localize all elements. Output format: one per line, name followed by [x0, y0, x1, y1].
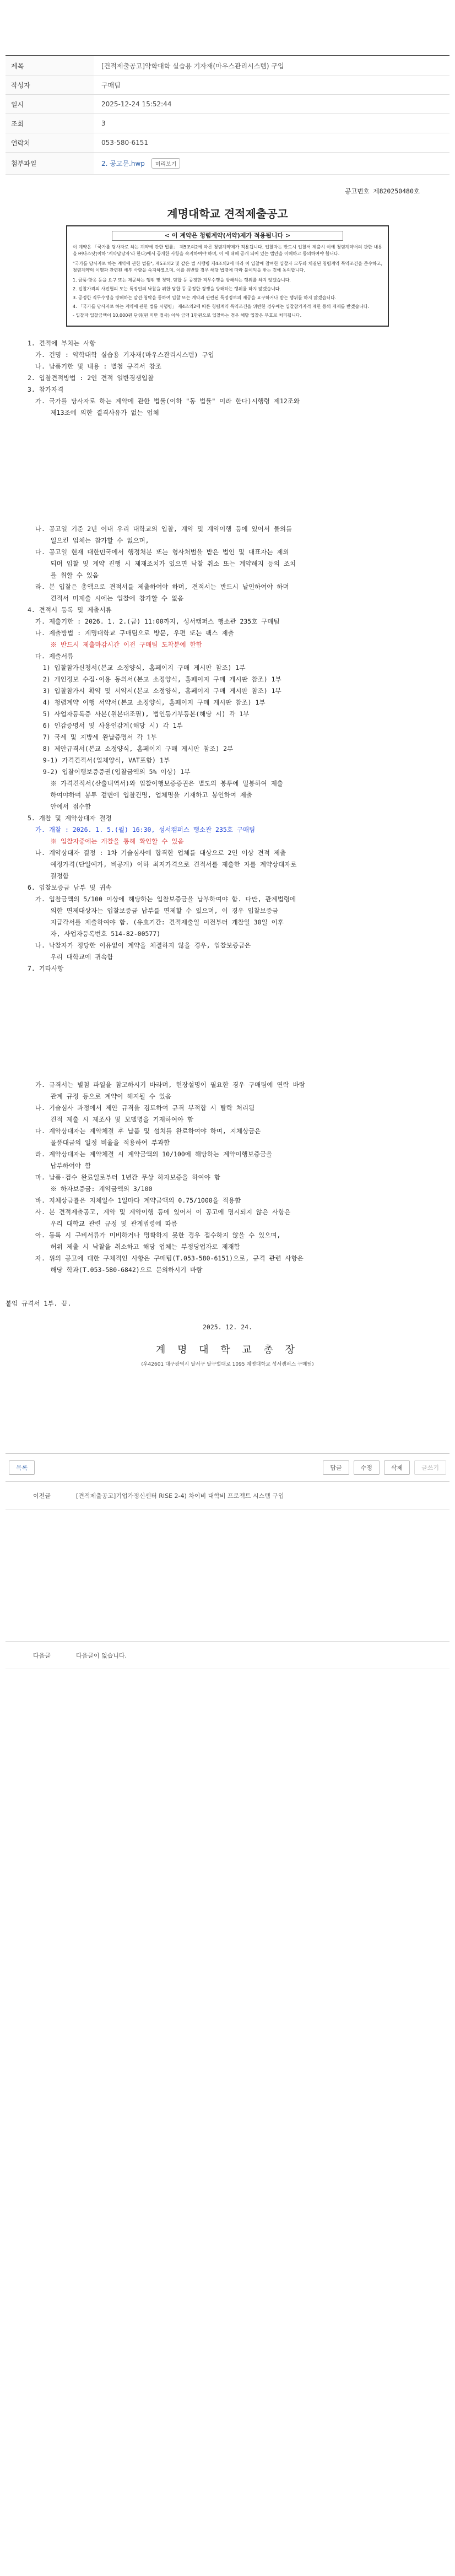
blank-space [6, 1509, 449, 1642]
meta-row-attachment [6, 153, 449, 175]
action-button-group [323, 1460, 446, 1475]
post-action-bar [6, 1453, 449, 1482]
doc-line: 1) 입찰참가신청서(본교 소정양식, 홈페이지 구매 게시판 참조) 1부 [28, 664, 246, 672]
doc-line: 7) 국세 및 지방세 완납증명서 각 1부 [28, 733, 157, 741]
doc-line: 예정가격(단일예가, 비공개) 이하 최저가격으로 견적서를 제출한 자를 계약상대자로 [28, 861, 297, 868]
doc-line: 2) 개인정보 수집·이용 동의서(본교 소정양식, 홈페이지 구매 게시판 참조) 1부 [28, 675, 281, 683]
next-post-row [6, 1642, 449, 1669]
doc-line: ※ 반드시 제출마감시간 이전 구매팀 도착분에 한함 [28, 641, 202, 648]
section-7b [6, 1079, 449, 1309]
doc-line: ※ 가격견적서(산출내역서)와 입찰이행보증증권은 별도의 봉투에 밀봉하여 제출 [28, 780, 283, 787]
integrity-notice-box [66, 225, 389, 327]
meta-label: 연락처 [6, 133, 94, 152]
doc-line: 의한 면제대상자는 입찰보증금 납부를 면제할 수 있으며, 이 경우 입찰보증금 [28, 907, 279, 914]
doc-line-highlight: 가. 개찰 : 2026. 1. 5.(월) 16:30, 성서캠퍼스 행소관 235호 구매팀 [28, 826, 256, 834]
document-title: 계명대학교 견적제출공고 [167, 207, 288, 220]
doc-line: 4) 청렴계약 이행 서약서(본교 소정양식, 홈페이지 구매 게시판 참조) 1부 [28, 699, 266, 706]
preview-button[interactable]: 미리보기 [151, 158, 181, 169]
integrity-notice-paragraph: 이 계약은 「국가를 당사자로 하는 계약에 관한 법률」 제5조의2에 따른 청렴계약제가 적용됩니다. 입찰자는 반드시 입찰서 제출시 이에 청렴계약서의 관한 내용을 ㈜나스닷(이하 '계약담당자'라 한다)에서 공개한 사항을 숙지하여야 하며, 이 에 대해 공개 되어 있는 법안을 이해하고 동의하여야 합니다. [73, 245, 382, 256]
meta-label: 일시 [6, 95, 94, 113]
doc-line: 6. 입찰보증금 납부 및 귀속 [28, 884, 112, 891]
doc-line: 일으킨 업체는 참가할 수 없으며, [28, 537, 149, 544]
doc-line: 다. 계약상대자는 계약체결 후 납품 및 설치를 완료하여야 하며, 지체상금은 [28, 1127, 261, 1135]
doc-line: 다. 공고일 현재 대한민국에서 행정처분 또는 형사처벌을 받은 법인 및 대표자는 제외 [28, 548, 289, 556]
meta-row-contact [6, 133, 449, 153]
post-date: 2025-12-24 15:52:44 [101, 100, 172, 108]
next-post-label: 다음글 [33, 1652, 51, 1659]
doc-line: 허위 제출 시 낙찰을 취소하고 해당 업체는 부정당업자로 제재함 [28, 1243, 240, 1251]
doc-line: 자, 사업자등록번호 514-82-00577) [28, 930, 161, 938]
integrity-notice-paragraph: "국가를 당사자로 하는 계약에 관한 법률", 제5조의2 및 같은 법 시행령 제4조의2에 따라 이 입찰에 참여한 입찰자 모두와 체결된 청렴계약 특약조건을 준수하고, 청렴계약의 이행과 관련된 세부 사항을 숙지하였으며, 이를 위반할 경우 해당 법령에 따라 불이익을 받는 것에 동의합니다. [73, 261, 382, 273]
doc-line: 가. 규격서는 별첨 파일을 참고하시기 바라며, 현장설명이 필요한 경우 구매팀에 연락 바람 [28, 1081, 305, 1089]
doc-line: 물품대금의 일정 비율을 적용하여 부과함 [28, 1139, 170, 1146]
meta-row-date [6, 95, 449, 114]
doc-line: 가. 입찰금액의 5/100 이상에 해당하는 입찰보증금을 납부하여야 함. 다만, 관계법령에 [28, 895, 296, 903]
prev-post-link[interactable]: [견적제출공고]기업가정신센터 RISE 2-4) 차이비 대학비 프로젝트 시스템 구입 [76, 1492, 284, 1500]
attachment-file-link[interactable]: 2. 공고문.hwp [101, 160, 145, 167]
doc-line: 9-1) 가격견적서(업체양식, VAT포함) 1부 [28, 756, 170, 764]
answer-button[interactable]: 답글 [323, 1460, 349, 1475]
meta-row-views [6, 114, 449, 133]
doc-line: ※ 하자보증금: 계약금액의 3/100 [28, 1185, 153, 1193]
doc-line: 6) 인감증명서 및 사용인감계(해당 시) 각 1부 [28, 722, 183, 729]
meta-label: 작성자 [6, 75, 94, 94]
doc-line: 5) 사업자등록증 사본(원본대조필), 법인등기부등본(해당 시) 각 1부 [28, 710, 250, 718]
doc-line: ※ 입찰자중에는 개찰을 통해 확인할 수 있음 [28, 837, 184, 845]
meta-label: 첨부파일 [6, 153, 94, 174]
blank-space [6, 419, 449, 523]
edit-button[interactable]: 수정 [354, 1460, 380, 1475]
signature-name: 계 명 대 학 교 총 장 [155, 1344, 300, 1356]
meta-label: 조회 [6, 114, 94, 133]
meta-label: 제목 [6, 56, 94, 75]
doc-line: 하여야하며 봉투 겉면에 입찰건명, 업체명을 기재하고 봉인하여 제출 [28, 791, 252, 799]
post-title: [건적제출공고]약학대학 실습용 기자재(마우스관리시스템) 구입 [101, 62, 284, 70]
doc-line: 2. 입찰견적방법 : 2인 견적 일반경쟁입찰 [28, 374, 154, 382]
integrity-notice-item: 3. 공정한 직무수행을 방해하는 알선·청탁을 통하여 입찰 또는 계약과 관련된 특정정보의 제공을 요구하거나 받는 행위를 하지 않겠습니다. [73, 295, 337, 300]
doc-line: 견적 제출 시 제조사 및 모델명을 기재하여야 함 [28, 1116, 194, 1123]
doc-line: 되며 입찰 및 계약 진행 시 제재조치가 있으면 낙찰 취소 또는 계약해지 등의 조치 [28, 560, 296, 567]
notice-date: 2025. 12. 24. [202, 1323, 252, 1331]
doc-line: 8) 제안규격서(본교 소정양식, 홈페이지 구매 게시판 참조) 2부 [28, 745, 234, 753]
doc-line: 나. 납품기한 및 내용 : 별첨 규격서 참조 [28, 362, 161, 370]
integrity-notice-item: 1. 금품·향응 등을 요구 또는 제공하는 행위 및 청탁, 담합 등 공정한 직무수행을 방해하는 행위를 하지 않겠습니다. [73, 278, 291, 283]
integrity-notice-item: 4. 「국가를 당사자로 하는 계약에 관한 법률 시행령」 제4조의2에 따른 청렴계약 특약조건을 위반한 경우에는 입찰참가자격 제한 등의 제재를 받겠습니다. [73, 304, 370, 309]
integrity-notice-heading: < 이 계약은 청렴계약(서약)제가 적용됩니다 > [112, 231, 343, 241]
doc-line: 1. 견적에 부치는 사항 [28, 339, 96, 347]
integrity-notice-item: - 입찰자 입찰금액이 10,000원 단위(원 미만 절사) 이하 금액 1만원으로 입찰하는 경우 해당 입찰은 무효로 처리됩니다. [73, 313, 302, 318]
prev-post-label: 이전글 [33, 1492, 51, 1500]
doc-line: 나. 계약상대자 결정 : 1차 기술심사에 합격한 업체를 대상으로 2인 이상 견적 제출 [28, 849, 286, 857]
doc-line: 가. 국가를 당사자로 하는 계약에 관한 법률(이하 "동 법률" 이라 한다)시행령 제12조와 [28, 397, 300, 405]
doc-line: 지급각서를 제출하여야 함. (유효기간: 견적제출일 이전부터 개찰일 30일 이후 [28, 918, 284, 926]
attachment-area [94, 158, 449, 169]
next-post-value: 다음글이 없습니다. [76, 1652, 127, 1659]
section-3b [6, 523, 449, 975]
doc-line: 바. 지체상금률은 지체일수 1일마다 계약금액의 0.75/1000을 적용함 [28, 1197, 241, 1204]
doc-line: 4. 견적서 등록 및 제출서류 [28, 606, 112, 614]
signature-address: (우42601 대구광역시 달서구 달구벌대로 1095 계명대학교 성서캠퍼스 구매팀) [141, 1362, 314, 1367]
doc-line: 나. 제출방법 : 계명대학교 구매팀으로 방문, 우편 또는 팩스 제출 [28, 629, 234, 637]
attachment-note: 붙임 규격서 1부. 끝. [6, 1300, 72, 1307]
delete-button[interactable]: 삭제 [384, 1460, 410, 1475]
meta-row-author [6, 75, 449, 95]
doc-line: 나. 낙찰자가 정당한 이유없이 계약을 체결하지 않을 경우, 입찰보증금은 [28, 941, 251, 949]
page [0, 55, 455, 1669]
doc-line: 가. 건명 : 약학대학 실습용 기자재(마우스관리시스템) 구입 [28, 351, 214, 359]
section-1 [6, 338, 449, 419]
doc-line: 나. 기술심사 과정에서 제안 규격을 검토하여 규격 부적합 시 탈락 처리됨 [28, 1104, 255, 1112]
doc-line: 납부하여야 함 [28, 1162, 91, 1170]
doc-line: 우리 대학교 관련 규정 및 관계법령에 따름 [28, 1220, 177, 1227]
post-meta-table [6, 55, 449, 175]
post-author: 구매팀 [101, 81, 121, 89]
meta-row-title [6, 56, 449, 75]
blank-space [28, 1276, 449, 1298]
blank-space [6, 975, 449, 1079]
doc-line: 해당 학과(T.053-580-6842)으로 문의하시기 바람 [28, 1266, 203, 1274]
doc-line: 3. 참가자격 [28, 386, 64, 393]
doc-line: 7. 기타사항 [28, 965, 64, 972]
doc-line: 자. 위의 공고에 대한 구체적인 사항은 구매팀(T.053-580-6151)으로, 규격 관련 사항은 [28, 1254, 304, 1262]
prev-post-row[interactable] [6, 1482, 449, 1509]
post-contact: 053-580-6151 [101, 139, 149, 147]
doc-line: 를 취할 수 있음 [28, 571, 99, 579]
doc-line: 결정함 [28, 872, 69, 880]
write-button[interactable]: 글쓰기 [414, 1460, 446, 1475]
post-views: 3 [101, 120, 106, 127]
doc-line: 아. 등록 시 구비서류가 미비하거나 명확하지 못한 경우 접수하지 않을 수 있으며, [28, 1231, 281, 1239]
doc-line: 제13조에 의한 결격사유가 없는 업체 [28, 409, 159, 416]
doc-line: 3) 입찰참가시 확약 및 서약서(본교 소정양식, 홈페이지 구매 게시판 참조) 1부 [28, 687, 281, 695]
doc-line: 사. 본 견적제출공고, 계약 및 계약이행 등에 있어서 이 공고에 명시되지 않은 사항은 [28, 1208, 291, 1216]
doc-line: 마. 납품·검수 완료일로부터 1년간 무상 하자보증을 하여야 함 [28, 1173, 220, 1181]
doc-line: 우리 대학교에 귀속함 [28, 953, 113, 961]
doc-line: 나. 공고일 기준 2년 이내 우리 대학교의 입찰, 계약 및 계약이행 등에 있어서 물의를 [28, 525, 292, 533]
post-navigation [6, 1482, 449, 1669]
doc-line: 안에서 접수함 [28, 803, 91, 810]
notice-number: 공고번호 제820250480호 [345, 187, 420, 195]
doc-line: 관계 규정 등으로 계약이 해지될 수 있음 [28, 1092, 171, 1100]
document-body [6, 186, 449, 1371]
doc-line: 가. 제출기한 : 2026. 1. 2.(금) 11:00까지, 성서캠퍼스 행소관 235호 구매팀 [28, 618, 280, 625]
doc-line: 9-2) 입찰이행보증증권(입찰금액의 5% 이상) 1부 [28, 768, 191, 776]
doc-line: 5. 개찰 및 계약상대자 결정 [28, 814, 112, 822]
list-button[interactable]: 목록 [9, 1460, 35, 1475]
doc-line: 라. 본 입찰은 총액으로 견적서를 제출하여야 하며, 견적서는 반드시 날인하여야 하며 [28, 583, 289, 591]
doc-line: 다. 제출서류 [28, 652, 74, 660]
doc-line: 견적서 미제출 시에는 입찰에 참가할 수 없음 [28, 594, 184, 602]
integrity-notice-item: 2. 입찰가격의 사전협의 또는 특정인의 낙찰을 위한 담합 등 공정한 경쟁을 방해하는 행위를 하지 않겠습니다. [73, 286, 281, 291]
doc-line: 라. 계약상대자는 계약체결 시 계약금액의 10/100에 해당하는 계약이행보증금을 [28, 1150, 273, 1158]
